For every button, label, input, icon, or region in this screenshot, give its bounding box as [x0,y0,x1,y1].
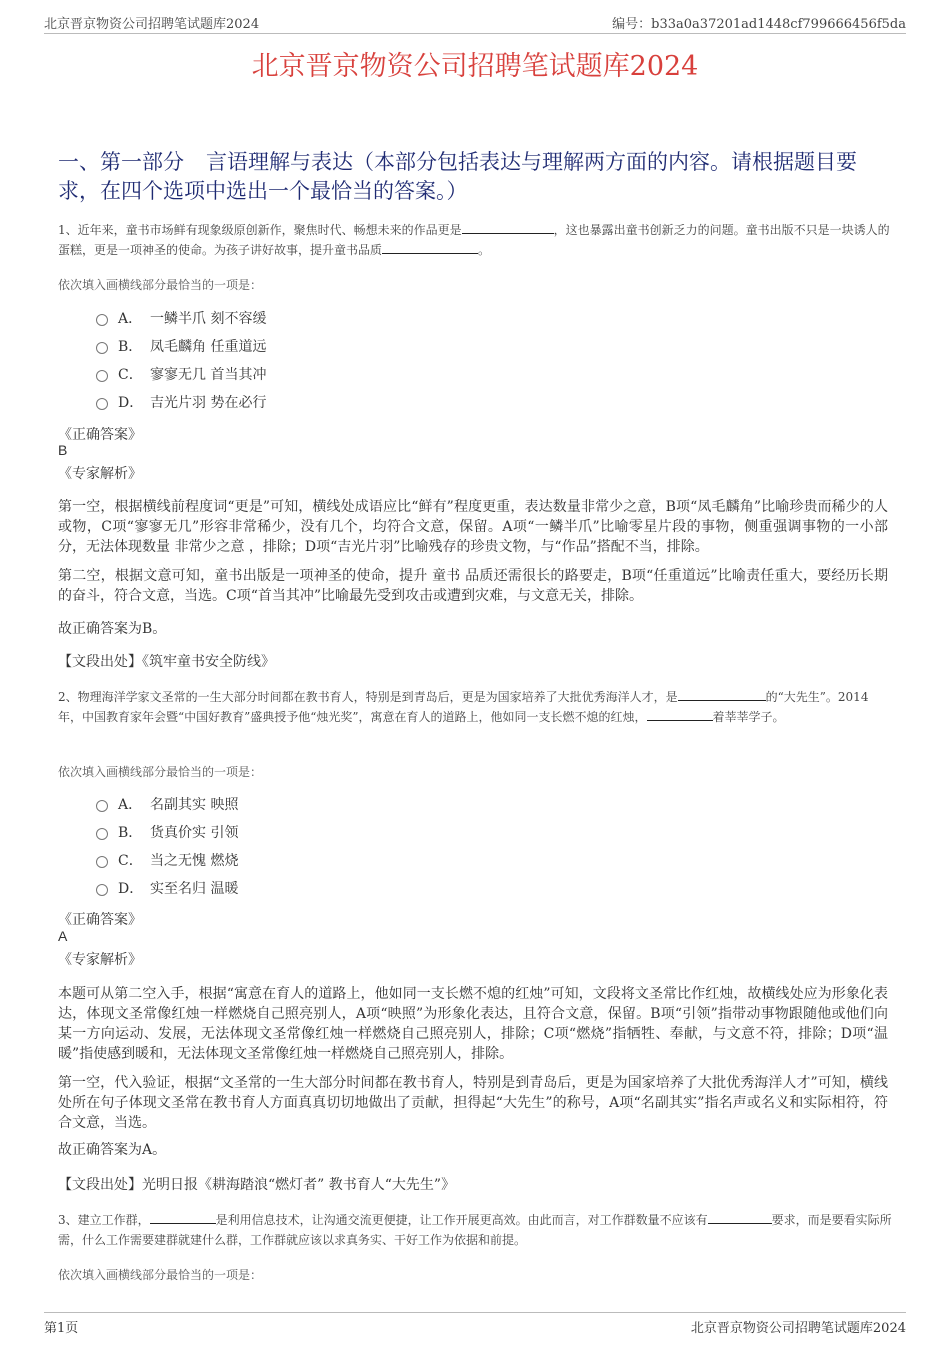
footer-title: 北京晋京物资公司招聘笔试题库2024 [690,1321,906,1336]
analysis-paragraph: 第二空，根据文意可知，童书出版是一项神圣的使命，提升 童书 品质还需很长的路要走，B项“任重道远”比喻责任重大，要经历长期的奋斗，符合文意，当选。C项“首当其冲”比喻最先受到攻击或遭到灾难，与文意无关，排除。 [58,568,888,604]
answer-blank [462,221,554,234]
question-1-text: 1、近年来，童书市场鲜有现象级原创新作，聚焦时代、畅想未来的作品更是 ，这也暴露出童书创新乏力的问题。童书出版不只是一块诱人的蛋糕，更是一项神圣的使命。为孩子讲好故事，提升童书品质 。 [58,223,890,257]
option-d[interactable]: D． 实至名归 温暖 [96,879,238,899]
option-c[interactable]: C． 寥寥无几 首当其冲 [96,365,266,385]
header-title: 北京晋京物资公司招聘笔试题库2024 [44,17,260,32]
answer-blank [382,241,478,254]
option-a[interactable]: A． 名副其实 映照 [96,795,238,815]
section-text: 言语理解与表达（本部分包括表达与理解两方面的内容。请根据题目要求，在四个选项中选出一个最恰当的答案。） [58,150,857,203]
radio-icon[interactable] [96,314,108,326]
page-footer [44,1312,906,1335]
page-title: 北京晋京物资公司招聘笔试题库2024 [251,51,699,82]
option-b[interactable]: B． 货真价实 引领 [96,823,238,843]
section-part: 一、第一部分 [58,150,184,174]
analysis-paragraph: 本题可从第二空入手，根据“寓意在育人的道路上，他如同一支长燃不熄的红烛”可知，文段将文圣常比作红烛，故横线处应为形象化表达，体现文圣常像红烛一样燃烧自己照亮别人，A项“映照”为形象化表达，且符合文意，保留。B项“引领”指带动事物跟随他或他们向某一方向运动、发展，无法体现文圣常像红烛一样燃烧自己照亮别人，排除；C项“燃烧”指牺牲、奉献，与文意不符，排除；D项“温暖”指使感到暖和，无法体现文圣常像红烛一样燃烧自己照亮别人，排除。 [58,986,888,1062]
answer-label: 《正确答案》 [58,912,142,928]
answer-blank [708,1211,772,1224]
analysis-paragraph: 第一空，根据横线前程度词“更是”可知，横线处成语应比“鲜有”程度更重，表达数量非常少之意，B项“凤毛麟角”比喻珍贵而稀少的人或物，C项“寥寥无几”形容非常稀少，没有几个，均符合文意，保留。A项“一鳞半爪”比喻零星片段的事物，侧重强调事物的一小部分，无法体现数量 非常少之意 ，排除；D项“吉光片羽”比喻残存的珍贵文物，与“作品”搭配不当，排除。 [58,499,888,555]
option-b[interactable]: B． 凤毛麟角 任重道远 [96,337,266,357]
analysis-conclusion: 故正确答案为A。 [58,1142,167,1158]
radio-icon[interactable] [96,398,108,410]
radio-icon[interactable] [96,370,108,382]
answer-blank [678,688,766,701]
answer-label: 《正确答案》 [58,427,142,443]
source-citation: 【文段出处】《筑牢童书安全防线》 [58,654,275,670]
answer-value: B [58,442,68,458]
question-3-text: 3、建立工作群， 是利用信息技术，让沟通交流更便捷，让工作开展更高效。由此而言，对工作群数量不应该有 要求，而是要看实际所需，什么工作需要建群就建什么群，工作群就应该以求真务实、干好工作为依据和前提。 [58,1213,892,1247]
option-c[interactable]: C． 当之无愧 燃烧 [96,851,238,871]
question-2-hint: 依次填入画横线部分最恰当的一项是： [58,765,263,779]
answer-value: A [58,928,68,944]
radio-icon[interactable] [96,884,108,896]
answer-blank [150,1211,216,1224]
radio-icon[interactable] [96,800,108,812]
analysis-label: 《专家解析》 [58,952,142,968]
source-citation: 【文段出处】光明日报《耕海踏浪“燃灯者” 教书育人“大先生”》 [58,1177,456,1193]
header-doc-id: 编号：b33a0a37201ad1448cf799666456f5da [612,17,906,32]
radio-icon[interactable] [96,828,108,840]
section-heading [58,148,898,206]
option-a[interactable]: A． 一鳞半爪 刻不容缓 [96,309,266,329]
analysis-conclusion: 故正确答案为B。 [58,621,167,637]
analysis-label: 《专家解析》 [58,466,142,482]
question-3-hint: 依次填入画横线部分最恰当的一项是： [58,1268,263,1282]
page-header [44,13,906,34]
question-1-hint: 依次填入画横线部分最恰当的一项是： [58,278,263,292]
page-number: 第1页 [44,1321,79,1336]
analysis-paragraph: 第一空，代入验证，根据“文圣常的一生大部分时间都在教书育人，特别是到青岛后，更是为国家培养了大批优秀海洋人才”可知，横线处所在句子体现文圣常在教书育人方面真真切切地做出了贡献，担得起“大先生”的称号，A项“名副其实”指名声或名义和实际相符，符合文意，当选。 [58,1075,888,1131]
question-2-text: 2、物理海洋学家文圣常的一生大部分时间都在教书育人，特别是到青岛后，更是为国家培养了大批优秀海洋人才，是 的“大先生”。2014年，中国教育家年会暨“中国好教育”盛典授予他“烛光奖”，寓意在育人的道路上，他如同一支长燃不熄的红烛， 着莘莘学子。 [58,690,869,724]
answer-blank [647,708,713,721]
option-d[interactable]: D． 吉光片羽 势在必行 [96,393,266,413]
radio-icon[interactable] [96,856,108,868]
radio-icon[interactable] [96,342,108,354]
